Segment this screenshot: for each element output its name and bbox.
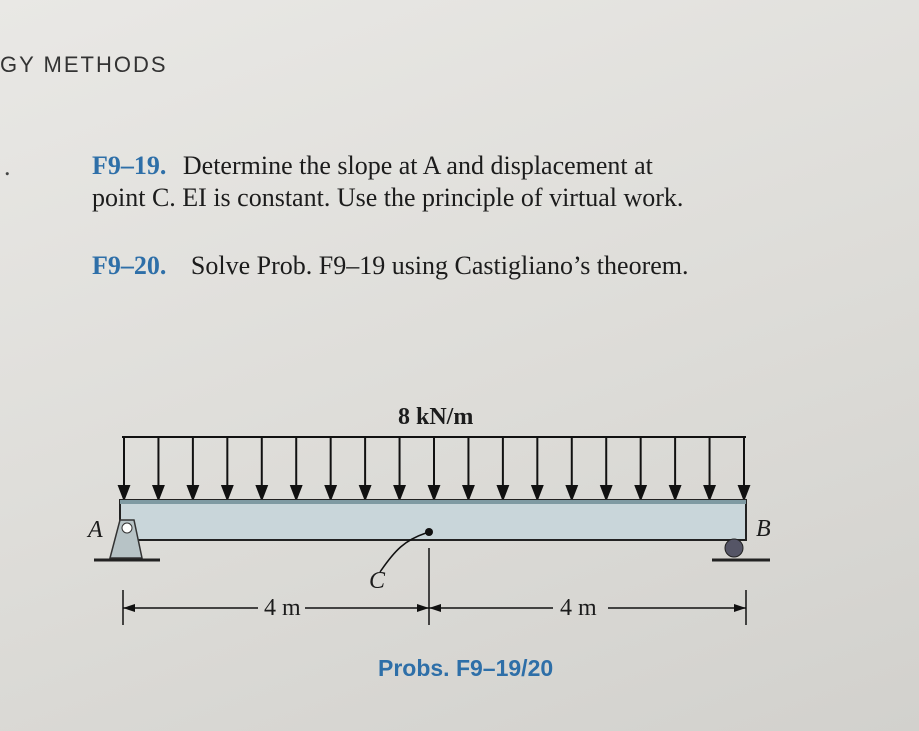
load-arrow-head [360,486,370,499]
distributed-load-arrows [119,437,749,499]
dim-arrow [429,604,441,612]
load-arrow-head [670,486,680,499]
point-c-marker [425,528,433,536]
figure-caption: Probs. F9–19/20 [378,655,554,681]
load-arrow-head [188,486,198,499]
problem-number: F9–20. [92,251,167,280]
load-arrow-head [326,486,336,499]
load-arrow-head [395,486,405,499]
point-c-label: C [369,568,386,594]
load-arrow-head [291,486,301,499]
load-arrow-head [636,486,646,499]
load-arrow-head [429,486,439,499]
dim-left-label: 4 m [264,595,301,621]
dim-arrow [123,604,135,612]
dim-right-label: 4 m [560,595,597,621]
beam [120,500,746,540]
problem-text: Solve Prob. F9–19 using Castigliano’s theorem. [190,251,689,280]
load-arrow-head [739,486,749,499]
load-arrow-head [567,486,577,499]
problem-text-line1: Determine the slope at A and displacement at [182,151,653,180]
load-arrow-head [498,486,508,499]
point-b-label: B [756,516,771,542]
load-arrow-head [532,486,542,499]
load-arrow-head [463,486,473,499]
problem-text-line2: point C. EI is constant. Use the principle of virtual work. [92,183,684,212]
load-arrow-head [222,486,232,499]
load-arrow-head [705,486,715,499]
load-arrow-head [119,486,129,499]
dim-arrow [734,604,746,612]
point-a-label: A [88,517,103,543]
problem-number: F9–19. [92,151,167,180]
load-arrow-head [601,486,611,499]
dim-arrow [417,604,429,612]
load-label: 8 kN/m [398,404,474,430]
load-arrow-head [257,486,267,499]
chapter-header: GY METHODS [0,52,168,77]
load-arrow-head [153,486,163,499]
bullet-mark: . [4,152,11,181]
